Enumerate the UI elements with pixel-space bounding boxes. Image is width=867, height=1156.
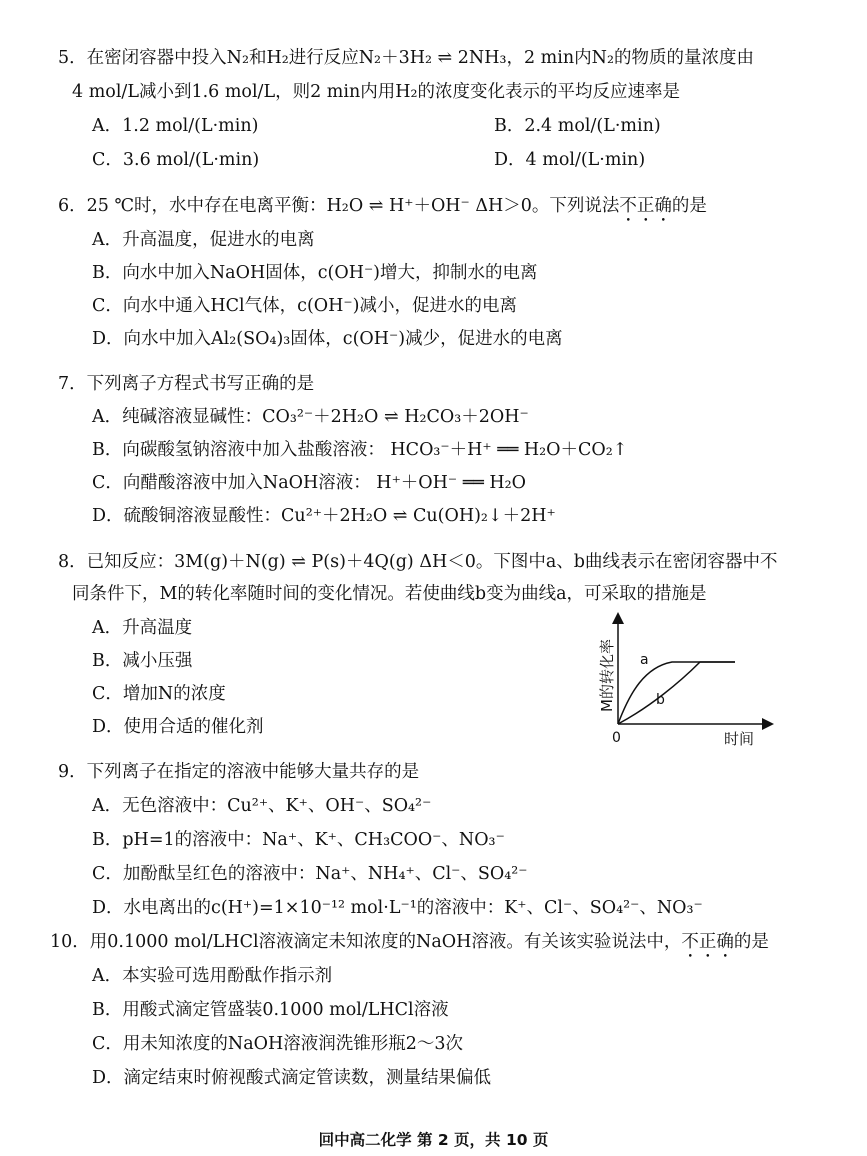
q9-option-a: A．无色溶液中：Cu²⁺、K⁺、OH⁻、SO₄²⁻ [92, 796, 432, 816]
q7-stem: 7．下列离子方程式书写正确的是 [58, 374, 315, 394]
curve-a-label: a [640, 652, 649, 668]
q10-option-b: B．用酸式滴定管盛装0.1000 mol/LHCl溶液 [92, 1000, 449, 1020]
q8-stem-line1: 8．已知反应：3M(g)＋N(g) ⇌ P(s)＋4Q(g) ΔH＜0。下图中a、b曲线表示在密闭容器中不 [58, 552, 778, 572]
q10-option-c: C．用未知浓度的NaOH溶液润洗锥形瓶2～3次 [92, 1034, 464, 1054]
q7-option-b: B．向碳酸氢钠溶液中加入盐酸溶液： HCO₃⁻＋H⁺ ══ H₂O＋CO₂↑ [92, 440, 628, 460]
q7-option-a: A．纯碱溶液显碱性：CO₃²⁻＋2H₂O ⇌ H₂CO₃＋2OH⁻ [92, 407, 529, 427]
q10-stem-post: 的是 [733, 932, 769, 952]
q10-stem-pre: 10．用0.1000 mol/LHCl溶液滴定未知浓度的NaOH溶液。有关该实验说法中， [50, 932, 682, 952]
q6-stem-emphasis: 不正确 [619, 196, 672, 216]
q8-option-c: C．增加N的浓度 [92, 684, 226, 704]
q6-stem-pre: 6．25 ℃时，水中存在电离平衡：H₂O ⇌ H⁺＋OH⁻ ΔH＞0。下列说法 [58, 196, 620, 216]
q6-stem-post: 的是 [671, 196, 707, 216]
q6-stem [58, 194, 707, 226]
q9-option-b: B．pH=1的溶液中：Na⁺、K⁺、CH₃COO⁻、NO₃⁻ [92, 830, 505, 850]
page-footer: 回中高二化学 第 2 页，共 10 页 [318, 1131, 549, 1149]
q6-option-b: B．向水中加入NaOH固体，c(OH⁻)增大，抑制水的电离 [92, 263, 538, 283]
q5-option-d: D．4 mol/(L·min) [494, 150, 646, 170]
q5-option-a: A．1.2 mol/(L·min) [92, 116, 259, 136]
q8-option-b: B．减小压强 [92, 651, 193, 671]
y-axis-label: M的转化率 [598, 639, 616, 712]
q5-option-b: B．2.4 mol/(L·min) [494, 116, 661, 136]
q7-option-c: C．向醋酸溶液中加入NaOH溶液： H⁺＋OH⁻ ══ H₂O [92, 473, 526, 493]
curve-b-label: b [656, 692, 665, 708]
q9-stem: 9．下列离子在指定的溶液中能够大量共存的是 [58, 762, 420, 782]
q6-option-c: C．向水中通入HCl气体，c(OH⁻)减小，促进水的电离 [92, 296, 517, 316]
q5-stem-line1: 5．在密闭容器中投入N₂和H₂进行反应N₂＋3H₂ ⇌ 2NH₃，2 min内N₂的物质的量浓度由 [58, 48, 754, 68]
q9-option-c: C．加酚酞呈红色的溶液中：Na⁺、NH₄⁺、Cl⁻、SO₄²⁻ [92, 864, 528, 884]
x-axis-label: 时间 [724, 730, 755, 748]
q6-option-a: A．升高温度，促进水的电离 [92, 230, 315, 250]
q10-option-d: D．滴定结束时俯视酸式滴定管读数，测量结果偏低 [92, 1068, 492, 1088]
q10-stem [50, 930, 769, 962]
origin-label: 0 [612, 730, 621, 746]
q5-stem-line2: 4 mol/L减小到1.6 mol/L，则2 min内用H₂的浓度变化表示的平均反应速率是 [72, 82, 681, 102]
q5-option-c: C．3.6 mol/(L·min) [92, 150, 260, 170]
q8-stem-line2: 同条件下，M的转化率随时间的变化情况。若使曲线b变为曲线a，可采取的措施是 [72, 584, 707, 604]
q8-option-d: D．使用合适的催化剂 [92, 717, 264, 737]
q10-option-a: A．本实验可选用酚酞作指示剂 [92, 966, 333, 986]
curve-b [618, 662, 735, 724]
q9-option-d: D．水电离出的c(H⁺)=1×10⁻¹² mol·L⁻¹的溶液中：K⁺、Cl⁻、SO₄²⁻、NO₃⁻ [92, 898, 703, 918]
q10-stem-emphasis: 不正确 [681, 932, 734, 952]
q7-option-d: D．硫酸铜溶液显酸性：Cu²⁺＋2H₂O ⇌ Cu(OH)₂↓＋2H⁺ [92, 506, 556, 526]
q8-option-a: A．升高温度 [92, 618, 193, 638]
q6-option-d: D．向水中加入Al₂(SO₄)₃固体，c(OH⁻)减少，促进水的电离 [92, 329, 563, 349]
conversion-time-graph [600, 612, 780, 752]
